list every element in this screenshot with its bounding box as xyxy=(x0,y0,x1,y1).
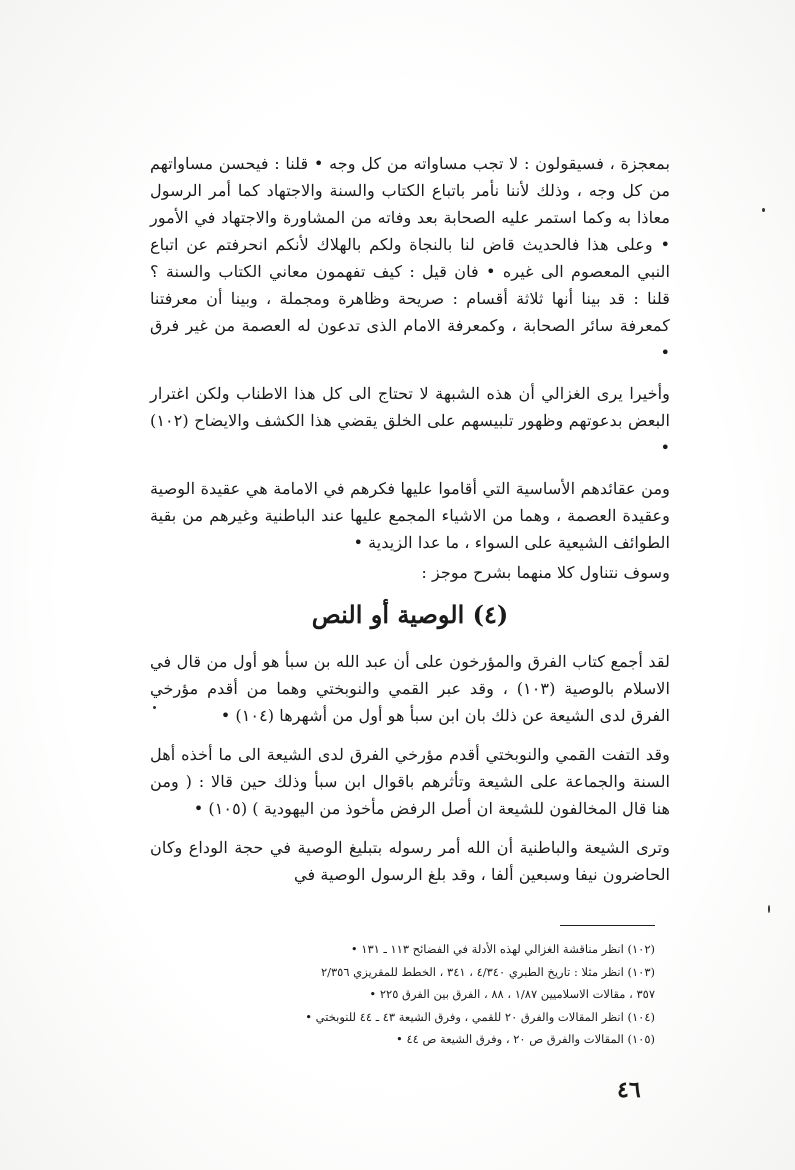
footnote-104: (١٠٤) انظر المقالات والفرق ٢٠ للقمي ، وفرق الشيعة ٤٣ ـ ٤٤ للنوبختي • xyxy=(305,1009,655,1024)
scan-speck xyxy=(768,905,770,913)
section-paragraph-3: وترى الشيعة والباطنية أن الله أمر رسوله بتبليغ الوصية في حجة الوداع وكان الحاضرون نيفا وسبعين ألفا ، وقد بلغ الرسول الوصية في xyxy=(150,838,670,884)
footnote-divider xyxy=(560,925,655,926)
scan-speck xyxy=(153,706,156,709)
page-number: ٤٦ xyxy=(617,1077,641,1103)
footnote-103-cont: ٣٥٧ ، مقالات الاسلاميين ١/٨٧ ، ٨٨ ، الفرق بين الفرق ٢٢٥ • xyxy=(369,987,655,1001)
footnote-102: (١٠٢) انظر مناقشة الغزالي لهذه الأدلة في الفضائح ١١٣ ـ ١٣١ • xyxy=(350,942,655,956)
paragraph-4: وسوف نتناول كلا منهما بشرح موجز : xyxy=(421,563,670,582)
scan-speck xyxy=(762,208,765,212)
paragraph-1: بمعجزة ، فسيقولون : لا تجب مساواته من كل وجه • قلنا : فيحسن مساواتهم من كل وجه ، وذلك لأننا نأمر باتباع الكتاب والسنة والاجتهاد كما أمر الرسول معاذا به وكما استمر عليه الصحابة بعد وفاته من المشاورة والاجتهاد في الأمور • وعلى هذا فالحديث قاض لنا بالنجاة ولكم بالهلاك لأنكم انحرفتم عن اتباع النبي المعصوم الى غيره • فان قيل : كيف تفهمون معاني الكتاب والسنة ؟ قلنا : قد بينا أنها ثلاثة أقسام : صريحة وظاهرة ومجملة ، وبينا أن معرفتنا كمعرفة سائر الصحابة ، وكمعرفة الامام الذى تدعون له العصمة من غير فرق • xyxy=(150,154,670,362)
footnote-103: (١٠٣) انظر مثلا : تاريخ الطبري ٤/٣٤٠ ، ٣٤١ ، الخطط للمقريزي ٢/٣٥٦ xyxy=(320,964,655,979)
footnotes xyxy=(170,938,655,1051)
section-paragraph-1: لقد أجمع كتاب الفرق والمؤرخون على أن عبد الله بن سبأ هو أول من قال في الاسلام بالوصية (١٠٣) ، وقد عبر القمي والنوبختي وهما من أقدم مؤرخي الفرق لدى الشيعة عن ذلك بان ابن سبأ هو أول من أشهرها (١٠٤) • xyxy=(150,652,670,725)
paragraph-3: ومن عقائدهم الأساسية التي أقاموا عليها فكرهم في الامامة هي عقيدة الوصية وعقيدة العصمة ، وهما من الاشياء المجمع عليها عند الباطنية وغيرهم من بقية الطوائف الشيعية على السواء ، ما عدا الزيدية • xyxy=(150,479,670,552)
main-text xyxy=(150,150,670,900)
footnote-105: (١٠٥) المقالات والفرق ص ٢٠ ، وفرق الشيعة ص ٤٤ • xyxy=(396,1032,655,1046)
paragraph-2: وأخيرا يرى الغزالي أن هذه الشبهة لا تحتاج الى كل هذا الاطناب ولكن اغترار البعض بدعوتهم وظهور تلبيسهم على الخلق يقضي هذا الكشف والايضاح (١٠٢) • xyxy=(150,384,670,457)
section-paragraph-2: وقد التفت القمي والنوبختي أقدم مؤرخي الفرق لدى الشيعة الى ما أخذه أهل السنة والجماعة على الشيعة وتأثرهم باقوال ابن سبأ وذلك حين قالا : ( ومن هنا قال المخالفون للشيعة ان أصل الرفض مأخوذ من اليهودية ) (١٠٥) • xyxy=(150,745,670,818)
section-heading: (٤) الوصية أو النص xyxy=(311,600,509,629)
